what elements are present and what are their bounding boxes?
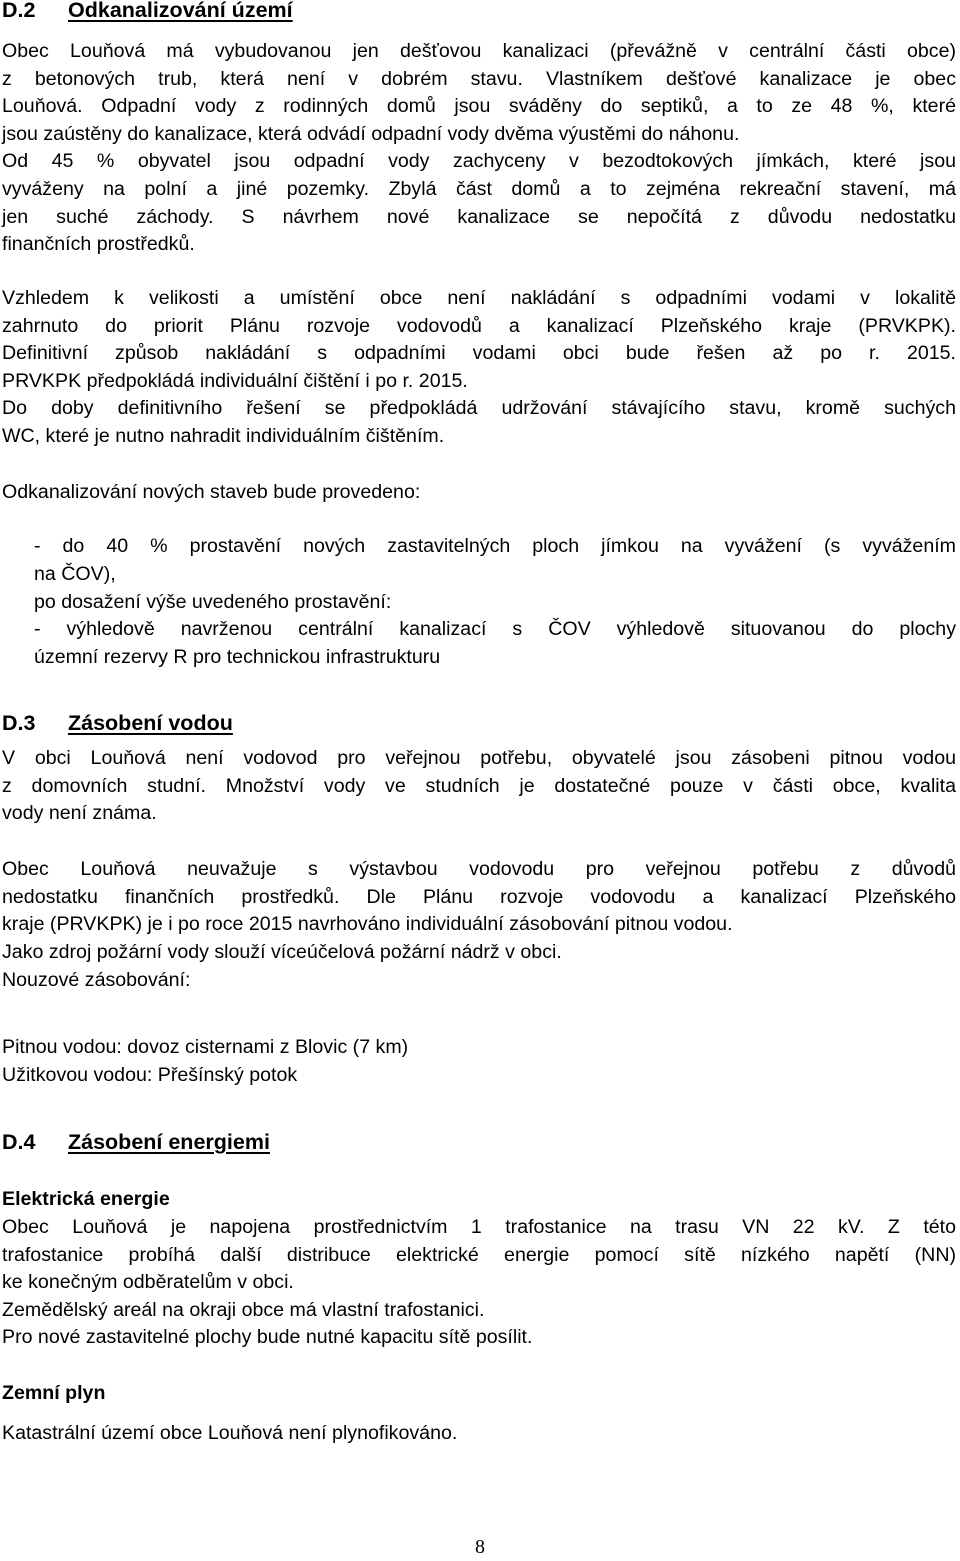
subheading-gas: Zemní plyn — [2, 1382, 106, 1404]
section-heading-d3 — [2, 709, 233, 737]
text-line: Vzhledem k velikosti a umístění obce není nakládání s odpadními vodami v lokalitě — [2, 287, 956, 309]
text-line: Obec Louňová je napojena prostřednictvím 1 trafostanice na trasu VN 22 kV. Z této — [2, 1216, 956, 1238]
text-line: jen suché záchody. S návrhem nové kanalizace se nepočítá z důvodu nedostatku — [2, 205, 956, 228]
text-line: WC, které je nutno nahradit individuálním čištěním. — [2, 424, 445, 447]
section-number: D.2 — [2, 0, 36, 22]
text-line: ke konečným odběratelům v obci. — [2, 1271, 294, 1294]
paragraph-d2-2 — [2, 285, 956, 451]
text-line: Od 45 % obyvatel jsou odpadní vody zachyceny v bezodtokových jímkách, které jsou — [2, 150, 956, 173]
paragraph-d3-3: Nouzové zásobování: — [2, 969, 191, 991]
text-line: vyváženy na polní a jiné pozemky. Zbylá část domů a to zejména rekreační stavení, má — [2, 177, 956, 200]
list-note: po dosažení výše uvedeného prostavění: — [34, 591, 392, 613]
paragraph-d2-3: Odkanalizování nových staveb bude provedeno: — [2, 481, 421, 503]
text-line: na ČOV), — [34, 562, 116, 585]
paragraph-d3-2 — [2, 856, 956, 966]
text-line: z betonových trub, která není v dobrém stavu. Vlastníkem dešťové kanalizace je obec — [2, 67, 956, 90]
section-number: D.4 — [2, 1130, 36, 1154]
text-line: - do 40 % prostavění nových zastavitelných ploch jímkou na vyvážení (s vyvážením — [34, 535, 956, 557]
text-line: finančních prostředků. — [2, 233, 195, 256]
text-line: Pro nové zastavitelné plochy bude nutné kapacitu sítě posílit. — [2, 1326, 533, 1349]
section-heading-d2 — [2, 0, 293, 24]
text-line: z domovních studní. Množství vody ve studních je dostatečné pouze v části obce, kvalita — [2, 774, 956, 797]
text-line: Zemědělský areál na okraji obce má vlastní trafostanici. — [2, 1298, 485, 1321]
paragraph-d3-1 — [2, 745, 956, 828]
text-line: Obec Louňová neuvažuje s výstavbou vodovodu pro veřejnou potřebu z důvodů — [2, 858, 956, 880]
text-line: územní rezervy R pro technickou infrastrukturu — [34, 645, 441, 668]
text-line: zahrnuto do priorit Plánu rozvoje vodovodů a kanalizací Plzeňského kraje (PRVKPK). — [2, 314, 956, 337]
text-line: V obci Louňová není vodovod pro veřejnou potřebu, obyvatelé jsou zásobeni pitnou vodou — [2, 747, 956, 769]
list-item — [34, 533, 956, 588]
subheading-electricity: Elektrická energie — [2, 1188, 170, 1210]
text-line: Do doby definitivního řešení se předpokládá udržování stávajícího stavu, kromě suchých — [2, 397, 956, 420]
text-line: - výhledově navrženou centrální kanalizací s ČOV výhledově situovanou do plochy — [34, 618, 956, 640]
text-line: Louňová. Odpadní vody z rodinných domů jsou sváděny do septiků, a to ze 48 %, které — [2, 95, 956, 118]
text-line: kraje (PRVKPK) je i po roce 2015 navrhováno individuální zásobování pitnou vodou. — [2, 913, 733, 936]
text-line: Užitkovou vodou: Přešínský potok — [2, 1063, 298, 1086]
paragraph-d3-4 — [2, 1034, 956, 1089]
text-line: trafostanice probíhá další distribuce elektrické energie pomocí sítě nízkého napětí (NN) — [2, 1243, 956, 1266]
text-line: jsou zaústěny do kanalizace, která odvádí odpadní vody dvěma výustěmi do náhonu. — [2, 122, 740, 145]
paragraph-d4-2: Katastrální území obce Louňová není plynofikováno. — [2, 1422, 458, 1444]
text-line: nedostatku finančních prostředků. Dle Plánu rozvoje vodovodu a kanalizací Plzeňského — [2, 885, 956, 908]
text-line: PRVKPK předpokládá individuální čištění i po r. 2015. — [2, 369, 468, 392]
section-title: Odkanalizování území — [68, 0, 293, 22]
paragraph-d2-1 — [2, 38, 956, 259]
text-line: Jako zdroj požární vody slouží víceúčelová požární nádrž v obci. — [2, 940, 562, 963]
paragraph-d4-1 — [2, 1214, 956, 1352]
text-line: Obec Louňová má vybudovanou jen dešťovou kanalizaci (převážně v centrální části obce) — [2, 40, 956, 62]
section-heading-d4 — [2, 1128, 270, 1156]
text-line: Pitnou vodou: dovoz cisternami z Blovic (7 km) — [2, 1036, 409, 1058]
section-number: D.3 — [2, 711, 36, 735]
list-item — [34, 616, 956, 671]
text-line: Definitivní způsob nakládání s odpadními vodami obci bude řešen až po r. 2015. — [2, 342, 956, 365]
section-title: Zásobení vodou — [68, 711, 233, 735]
section-title: Zásobení energiemi — [68, 1130, 270, 1154]
page-number: 8 — [475, 1536, 485, 1558]
text-line: vody není známa. — [2, 802, 157, 825]
